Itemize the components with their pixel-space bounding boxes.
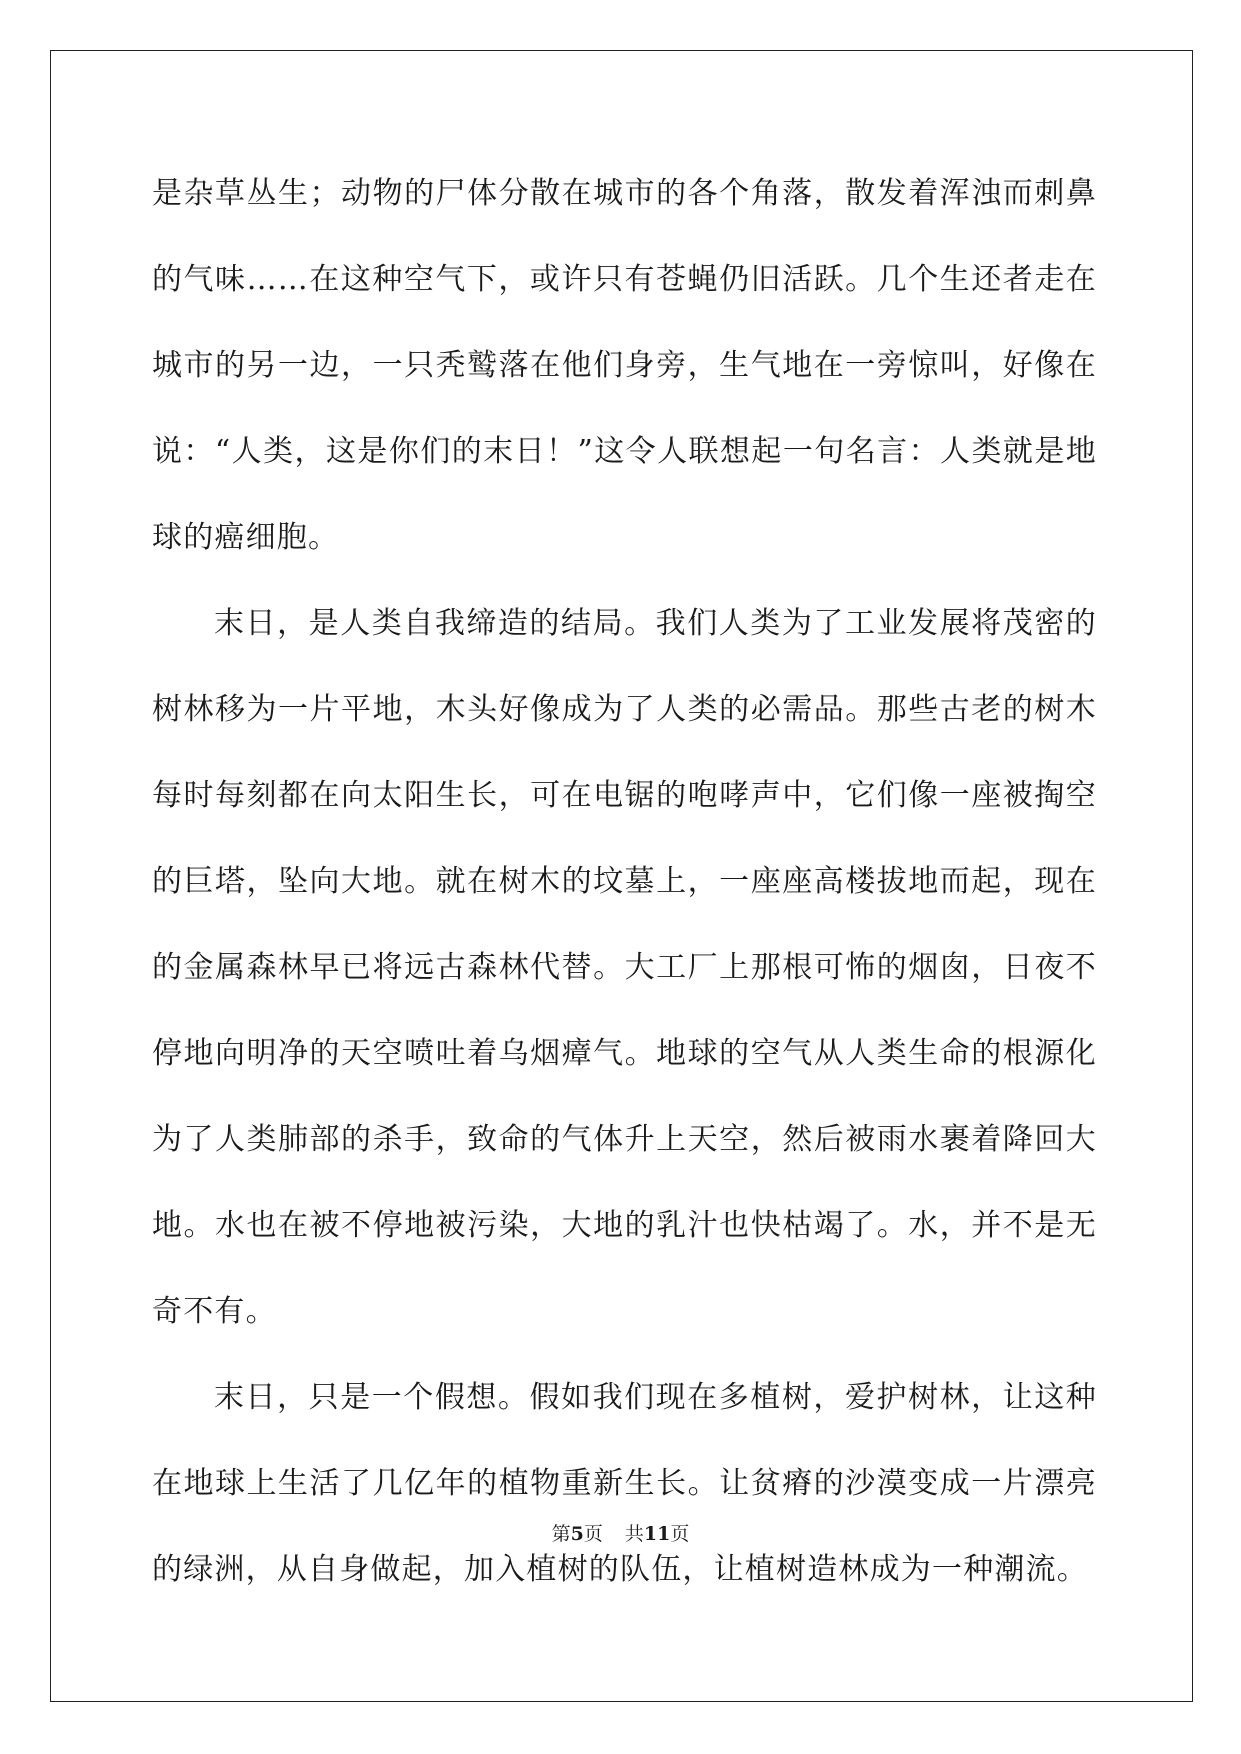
paragraph-1: 是杂草丛生；动物的尸体分散在城市的各个角落，散发着浑浊而刺鼻的气味……在这种空气下，或许只有苍蝇仍旧活跃。几个生还者走在城市的另一边，一只秃鹫落在他们身旁，生气地在一旁惊叫，好像在说：“人类，这是你们的末日！”这令人联想起一句名言：人类就是地球的癌细胞。 (152, 176, 1097, 555)
page-prefix: 第 (551, 1523, 571, 1545)
total-suffix: 页 (670, 1523, 690, 1545)
document-body (152, 151, 1097, 1613)
page-suffix: 页 (583, 1523, 603, 1545)
page-number: 5 (570, 1523, 584, 1545)
total-pages: 11 (643, 1523, 671, 1545)
paragraph-2: 末日，是人类自我缔造的结局。我们人类为了工业发展将茂密的树林移为一片平地，木头好像成为了人类的必需品。那些古老的树木每时每刻都在向太阳生长，可在电锯的咆哮声中，它们像一座被掏空的巨塔，坠向大地。就在树木的坟墓上，一座座高楼拔地而起，现在的金属森林早已将远古森林代替。大工厂上那根可怖的烟囱，日夜不停地向明净的天空喷吐着乌烟瘴气。地球的空气从人类生命的根源化为了人类肺部的杀手，致命的气体升上天空，然后被雨水裹着降回大地。水也在被不停地被污染，大地的乳汁也快枯竭了。水，并不是无奇不有。 (152, 606, 1097, 1329)
page-footer (0, 1520, 1241, 1548)
paragraph-3: 末日，只是一个假想。假如我们现在多植树，爱护树林，让这种在地球上生活了几亿年的植物重新生长。让贫瘠的沙漠变成一片漂亮的绿洲，从自身做起，加入植树的队伍，让植树造林成为一种潮流。 (152, 1380, 1097, 1587)
total-prefix: 共 (624, 1523, 644, 1545)
